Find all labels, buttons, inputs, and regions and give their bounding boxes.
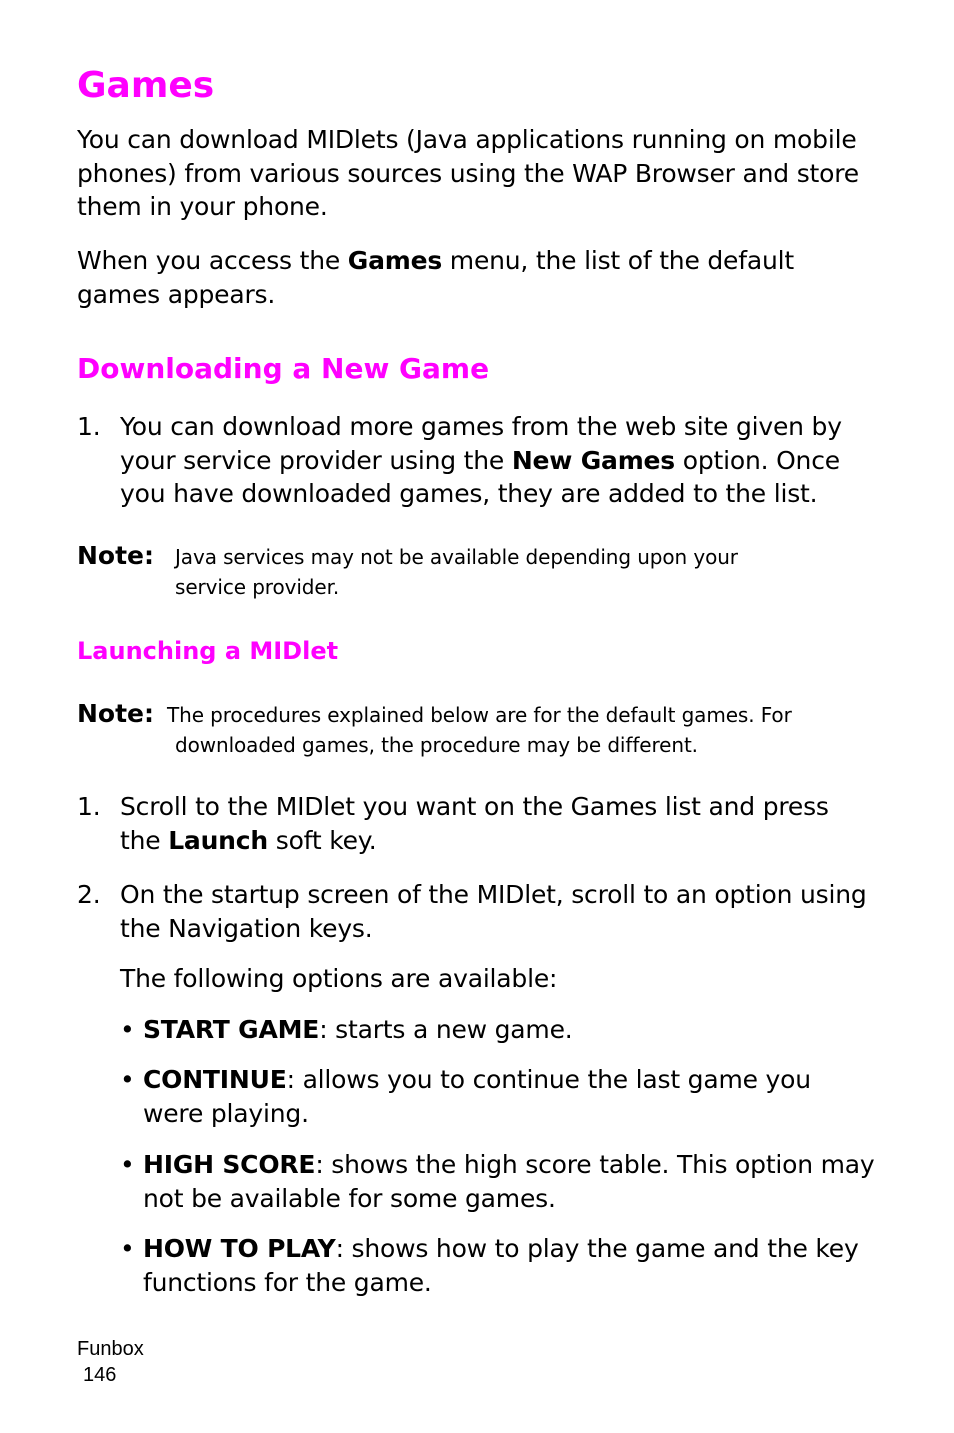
note-line-1: Java services may not be available depending upon your — [175, 545, 738, 569]
footer-section-name: Funbox — [77, 1338, 144, 1360]
games-menu-bold: Games — [347, 246, 443, 275]
option-name: HOW TO PLAY — [143, 1234, 336, 1263]
note-label: Note: — [77, 699, 155, 728]
option-text — [143, 1232, 878, 1299]
step-text-after: option. Once you have downloaded games, they are added to the list. — [120, 445, 840, 508]
step-text: On the startup screen of the MIDlet, scroll to an option using the Navigation keys. — [120, 880, 867, 943]
options-intro: The following options are available: — [120, 964, 558, 993]
option-text — [143, 1013, 878, 1047]
games-menu-text-after: menu, the list of the default games appears. — [77, 246, 794, 309]
page-number: 146 — [83, 1364, 117, 1386]
option-text — [143, 1063, 878, 1130]
note-line-2: downloaded games, the procedure may be different. — [175, 733, 698, 757]
option-name: START GAME — [143, 1015, 320, 1044]
step-number: 1. — [77, 792, 101, 821]
games-menu-text-before: When you access the — [77, 246, 348, 275]
option-desc: : shows the high score table. This option may not be available for some games. — [143, 1150, 875, 1213]
page-title: Games — [77, 65, 215, 106]
bullet-icon: • — [120, 1015, 135, 1044]
option-name: HIGH SCORE — [143, 1150, 316, 1179]
note-label: Note: — [77, 541, 155, 570]
step-text — [120, 410, 872, 511]
step-text-after: soft key. — [268, 825, 377, 855]
step-number: 2. — [77, 880, 101, 909]
note-line-1: The procedures explained below are for the default games. For — [167, 703, 792, 727]
bullet-icon: • — [120, 1065, 135, 1094]
option-text — [143, 1148, 878, 1215]
step-number: 1. — [77, 412, 101, 441]
note-line-2: service provider. — [175, 575, 340, 599]
page-footer — [77, 1336, 144, 1388]
step-text-before: You can download more games from the web site given by your service provider using the — [120, 412, 842, 475]
section-heading-launching: Launching a MIDlet — [77, 637, 339, 665]
option-desc: : shows how to play the game and the key functions for the game. — [143, 1234, 859, 1297]
option-desc: : allows you to continue the last game you were playing. — [143, 1065, 811, 1128]
option-name: CONTINUE — [143, 1065, 287, 1094]
games-menu-paragraph — [77, 244, 872, 311]
bullet-icon: • — [120, 1234, 135, 1263]
step-text — [120, 790, 872, 857]
bullet-icon: • — [120, 1150, 135, 1179]
intro-text: You can download MIDlets (Java applications running on mobile phones) from various sources using the WAP Browser and store them in your phone. — [77, 125, 859, 221]
section-heading-downloading: Downloading a New Game — [77, 352, 490, 385]
step-text-before: Scroll to the MIDlet you want on the Games list and press the — [120, 792, 829, 855]
option-desc: : starts a new game. — [319, 1015, 573, 1044]
step-bold: New Games — [511, 445, 675, 475]
intro-paragraph — [77, 123, 872, 224]
step-bold: Launch — [168, 825, 269, 855]
